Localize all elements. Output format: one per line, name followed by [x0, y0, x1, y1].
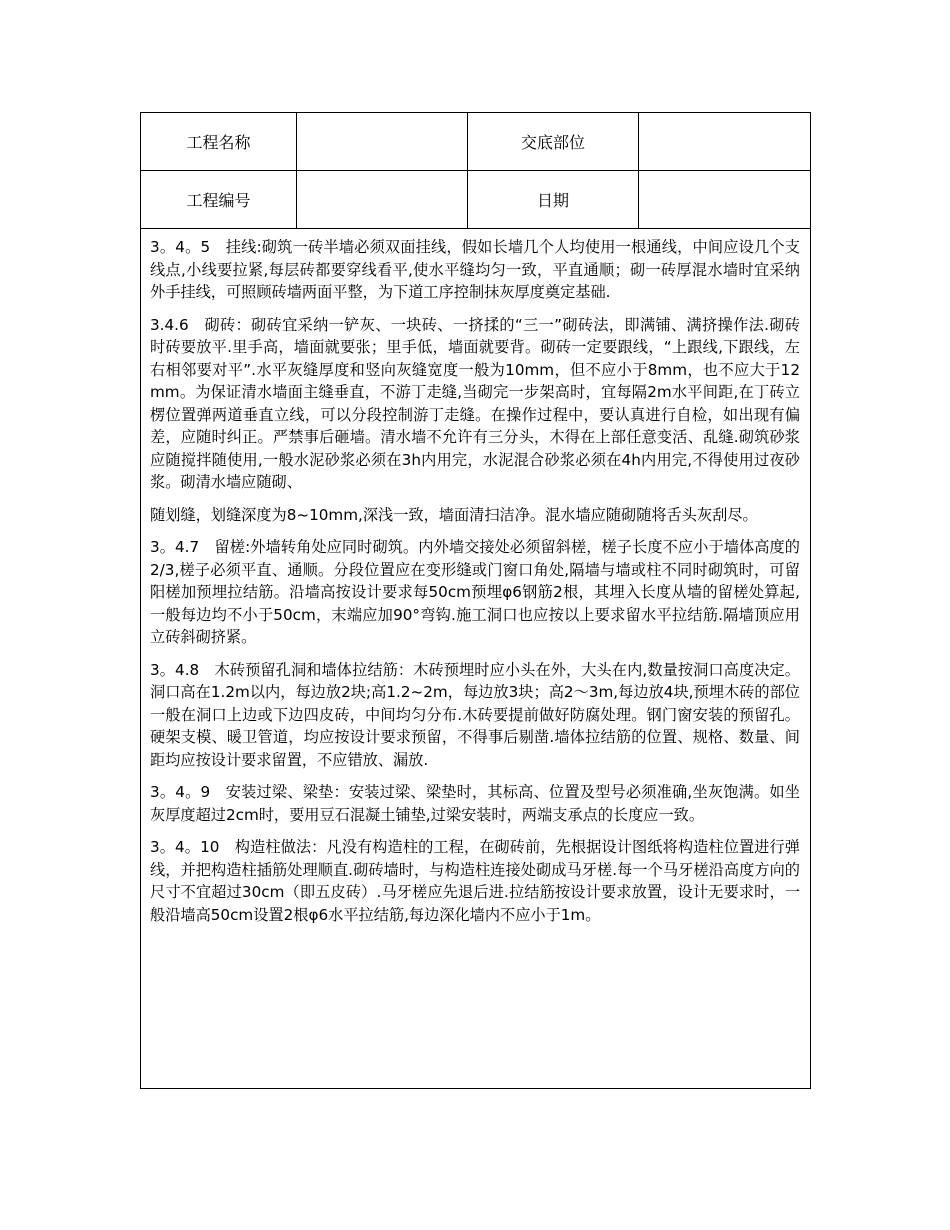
- paragraph-3-4-8: 3。4.8 木砖预留孔洞和墙体拉结筋：木砖预埋时应小头在外，大头在内,数量按洞口高度决定。洞口高在1.2m以内，每边放2块;高1.2~2m，每边放3块；高2～3m,每边放4块,预埋木砖的部位一般在洞口上边或下边四皮砖，中间均匀分布.木砖要提前做好防腐处理。钢门窗安装的预留孔。硬架支模、暖卫管道，均应按设计要求预留，不得事后剔凿.墙体拉结筋的位置、规格、数量、间距均应按设计要求留置，不应错放、漏放.: [150, 660, 800, 769]
- header-table: [141, 113, 810, 229]
- project-number-label: 工程编号: [141, 171, 297, 228]
- handover-content: [141, 229, 810, 926]
- paragraph-3-4-7: 3。4.7 留槎:外墙转角处应同时砌筑。内外墙交接处必须留斜槎，槎子长度不应小于墙体高度的2/3,槎子必须平直、通顺。分段位置应在变形缝或门窗口角处,隔墙与墙或柱不同时砌筑时，可留阳槎加预埋拉结筋。沿墙高按设计要求每50cm预埋φ6钢筋2根，其埋入长度从墙的留槎处算起,一般每边均不小于50cm，末端应加90°弯钩.施工洞口也应按以上要求留水平拉结筋.隔墙顶应用立砖斜砌挤紧。: [150, 538, 800, 646]
- paragraph-3-4-6-continued: 随划缝，划缝深度为8~10mm,深浅一致，墙面清扫洁净。混水墙应随砌随将舌头灰刮尽。: [150, 505, 758, 524]
- handover-location-label: 交底部位: [468, 113, 639, 171]
- date-label: 日期: [468, 171, 639, 228]
- project-name-label: 工程名称: [141, 113, 297, 171]
- date-value: [639, 171, 810, 228]
- paragraph-3-4-5: 3。4。5 挂线:砌筑一砖半墙必须双面挂线，假如长墙几个人均使用一根通线，中间应设几个支线点,小线要拉紧,每层砖都要穿线看平,使水平缝均匀一致，平直通顺；砌一砖厚混水墙时宜采纳外手挂线，可照顾砖墙两面平整，为下道工序控制抹灰厚度奠定基础.: [150, 238, 800, 301]
- technical-handover-sheet: [140, 112, 811, 1089]
- handover-location-value: [639, 113, 810, 171]
- paragraph-3-4-10: 3。4。10 构造柱做法：凡没有构造柱的工程，在砌砖前，先根据设计图纸将构造柱位置进行弹线，并把构造柱插筋处理顺直.砌砖墙时，与构造柱连接处砌成马牙槎.每一个马牙槎沿高度方向的尺寸不宜超过30cm（即五皮砖）.马牙槎应先退后进.拉结筋按设计要求放置，设计无要求时，一般沿墙高50cm设置2根φ6水平拉结筋,每边深化墙内不应小于1m。: [150, 838, 800, 924]
- paragraph-3-4-9: 3。4。9 安装过梁、梁垫：安装过梁、梁垫时，其标高、位置及型号必须准确,坐灰饱满。如坐灰厚度超过2cm时，要用豆石混凝土铺垫,过梁安装时，两端支承点的长度应一致。: [150, 783, 800, 824]
- project-number-value: [297, 171, 468, 228]
- project-name-value: [297, 113, 468, 171]
- paragraph-3-4-6: 3.4.6 砌砖：砌砖宜采纳一铲灰、一块砖、一挤揉的“三一”砌砖法，即满铺、满挤操作法.砌砖时砖要放平.里手高，墙面就要张；里手低，墙面就要背。砌砖一定要跟线，“上跟线,下跟线，左右相邻要对平”.水平灰缝厚度和竖向灰缝宽度一般为10mm，但不应小于8mm，也不应大于12mm。为保证清水墙面主缝垂直，不游丁走缝,当砌完一步架高时，宜每隔2m水平间距,在丁砖立楞位置弹两道垂直立线，可以分段控制游丁走缝。在操作过程中，要认真进行自检，如出现有偏差，应随时纠正。严禁事后砸墙。清水墙不允许有三分头，木得在上部任意变活、乱缝.砌筑砂浆应随搅拌随使用,一般水泥砂浆必须在3h内用完，水泥混合砂浆必须在4h内用完,不得使用过夜砂浆。砌清水墙应随砌、: [150, 315, 800, 491]
